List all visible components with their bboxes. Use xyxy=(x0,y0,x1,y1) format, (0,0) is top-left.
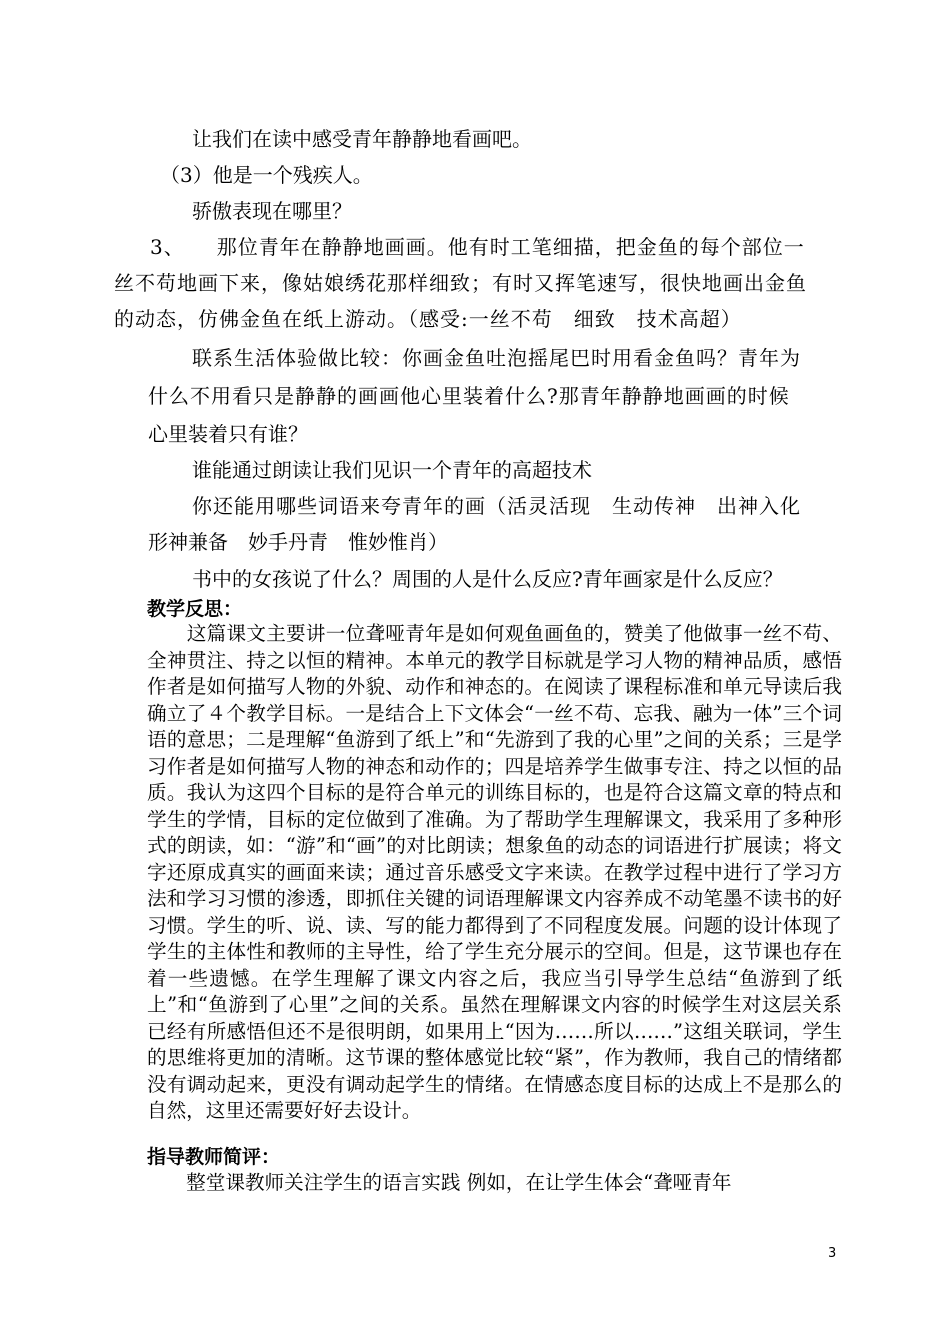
text-line: 书中的女孩说了什么？周围的人是什么反应?青年画家是什么反应？ xyxy=(192,567,783,591)
text-line: 3、 那位青年在静静地画画。他有时工笔细描，把金鱼的每个部位一 xyxy=(150,235,805,259)
text-line: 心里装着只有谁？ xyxy=(148,422,308,446)
guide-heading: 指导教师简评： xyxy=(147,1146,281,1168)
text-line: 你还能用哪些词语来夸青年的画（活灵活现 生动传神 出神入化 xyxy=(192,494,801,518)
text-line: （3）他是一个残疾人。 xyxy=(160,163,373,187)
guide-body: 整堂课教师关注学生的语言实践 例如，在让学生体会“聋哑青年 xyxy=(147,1171,732,1194)
text-line: 什么不用看只是静静的画画他心里装着什么?那青年静静地画画的时候 xyxy=(148,384,790,408)
reflection-heading: 教学反思： xyxy=(147,598,243,620)
text-line: 让我们在读中感受青年静静地看画吧。 xyxy=(192,127,532,151)
text-line: 丝不苟地画下来，像姑娘绣花那样细致；有时又挥笔速写，很快地画出金鱼 xyxy=(114,271,807,295)
text-line: 联系生活体验做比较：你画金鱼吐泡摇尾巴时用看金鱼吗？青年为 xyxy=(192,346,801,370)
text-line: 的动态，仿佛金鱼在纸上游动。（感受:一丝不苟 细致 技术高超） xyxy=(114,307,742,331)
page-number: 3 xyxy=(828,1246,837,1261)
reflection-body: 这篇课文主要讲一位聋哑青年是如何观鱼画鱼的，赞美了他做事一丝不苟、全神贯注、持之以恒的精神。本单元的教学目标就是学习人物的精神品质，感悟作者是如何描写人物的外貌、动作和神态的。在阅读了课程标准和单元导读后我确立了４个教学目标。一是结合上下文体会“一丝不苟、忘我、融为一体”三个词语的意思；二是理解“鱼游到了纸上”和“先游到了我的心里”之间的关系；三是学习作者是如何描写人物的神态和动作的；四是培养学生做事专注、持之以恒的品质。我认为这四个目标的是符合单元的训练目标的，也是符合这篇文章的特点和学生的学情，目标的定位做到了准确。为了帮助学生理解课文，我采用了多种形式的朗读，如：“游”和“画”的对比朗读；想象鱼的动态的词语进行扩展读；将文字还原成真实的画面来读；通过音乐感受文字来读。在教学过程中进行了学习方法和学习习惯的渗透，即抓住关键的词语理解课文内容养成不动笔墨不读书的好习惯。学生的听、说、读、写的能力都得到了不同程度发展。问题的设计体现了学生的主体性和教师的主导性，给了学生充分展示的空间。但是，这节课也存在着一些遗憾。在学生理解了课文内容之后，我应当引导学生总结“鱼游到了纸上”和“鱼游到了心里”之间的关系。虽然在理解课文内容的时候学生对这层关系已经有所感悟但还不是很明朗，如果用上“因为……所以……”这组关联词，学生的思维将更加的清晰。这节课的整体感觉比较“紧”，作为教师，我自己的情绪都没有调动起来，更没有调动起学生的情绪。在情感态度目标的达成上不是那么的自然，这里还需要好好去设计。 xyxy=(147,622,842,1122)
text-line: 骄傲表现在哪里？ xyxy=(192,199,352,223)
text-line: 形神兼备 妙手丹青 惟妙惟肖） xyxy=(148,530,448,554)
text-line: 谁能通过朗读让我们见识一个青年的高超技术 xyxy=(192,458,592,482)
